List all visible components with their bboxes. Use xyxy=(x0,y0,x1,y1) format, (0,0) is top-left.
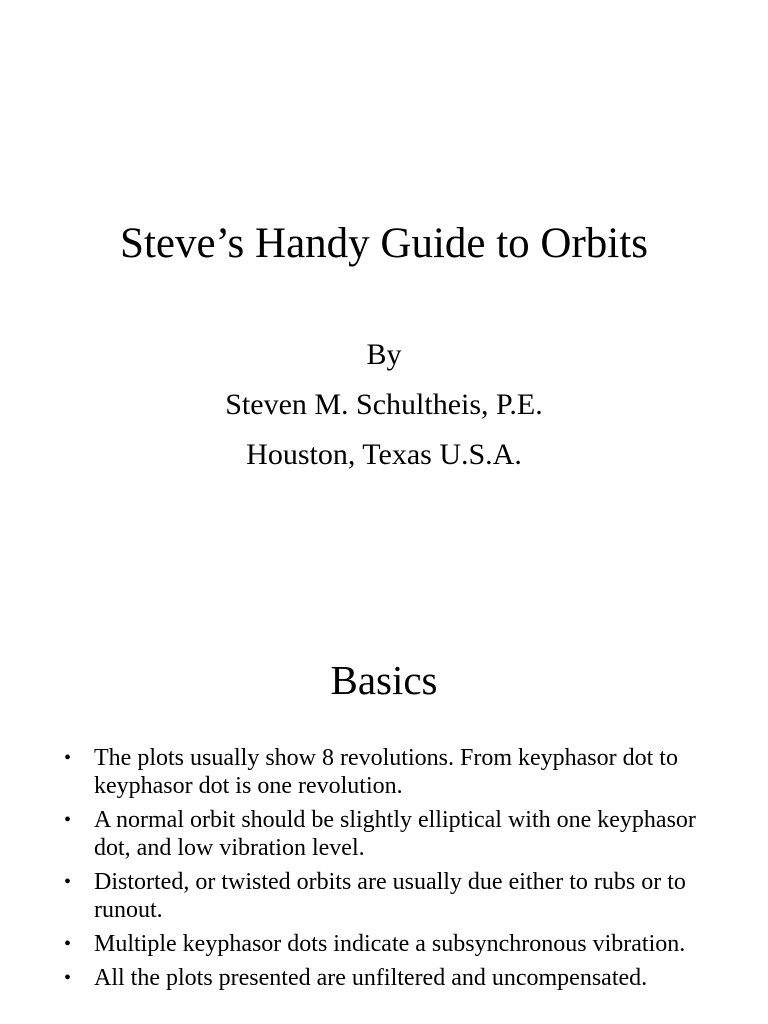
author-block xyxy=(0,333,768,483)
bullet-marker: • xyxy=(64,933,72,955)
bullet-marker: • xyxy=(64,809,72,831)
slide-title: Steve’s Handy Guide to Orbits xyxy=(120,220,648,267)
bullet-text: A normal orbit should be slightly elliptical with one keyphasor dot, and low vibration level. xyxy=(94,807,696,861)
bullet-item xyxy=(64,868,724,924)
bullet-item xyxy=(64,930,724,958)
bullet-marker: • xyxy=(64,967,72,989)
bullet-text: All the plots presented are unfiltered and uncompensated. xyxy=(94,965,648,991)
basics-slide xyxy=(0,580,768,1024)
bullet-marker: • xyxy=(64,747,72,769)
bullet-text: Distorted, or twisted orbits are usually due either to rubs or to runout. xyxy=(94,869,686,923)
bullet-list xyxy=(64,744,724,998)
bullet-item xyxy=(64,964,724,992)
author-location: Houston, Texas U.S.A. xyxy=(246,438,522,471)
bullet-text: The plots usually show 8 revolutions. From keyphasor dot to keyphasor dot is one revolution. xyxy=(94,745,678,799)
bullet-text: Multiple keyphasor dots indicate a subsynchronous vibration. xyxy=(94,931,686,957)
author-name: Steven M. Schultheis, P.E. xyxy=(225,388,543,421)
bullet-item xyxy=(64,806,724,862)
bullet-item xyxy=(64,744,724,800)
bullet-marker: • xyxy=(64,871,72,893)
author-by-line: By xyxy=(366,338,402,371)
section-heading: Basics xyxy=(330,657,438,703)
